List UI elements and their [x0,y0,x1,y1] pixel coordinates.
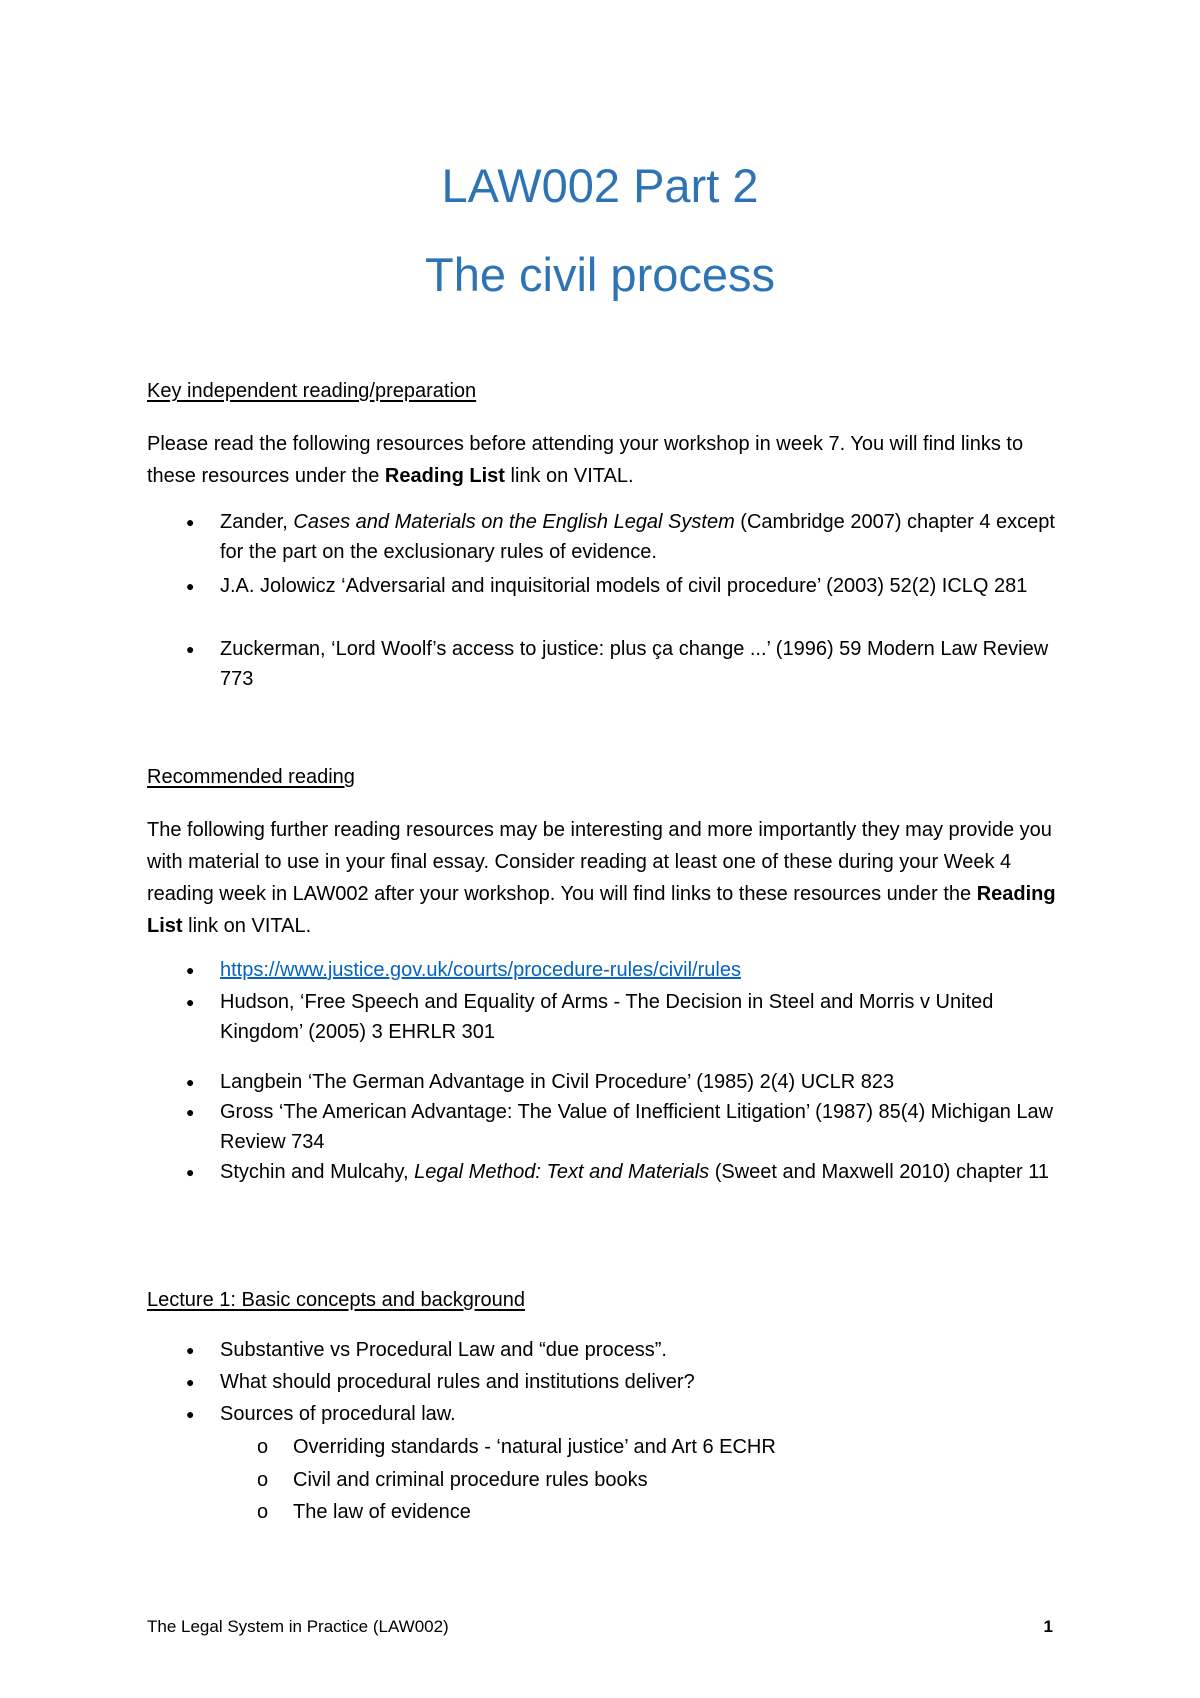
bullet-icon: ● [186,1406,195,1422]
bullet-icon: ● [186,994,195,1010]
page-number: 1 [1043,1617,1053,1636]
bullet-icon: ● [186,962,195,978]
document-page: LAW002 Part 2 The civil process Key independent reading/preparation Please read the following resources before attending your workshop in week 7. You will find links to these resources under the Reading List link on VITAL. ● Zander, Cases and Materials on the English Legal System (Cambridge 2007) chapter 4 except for the part on the exclusionary rules of evidence. ● J.A. Jolowicz ‘Adversarial and inquisitorial models of civil procedure’ (2003) 52(2) ICLQ 281 ● Zuckerman, ‘Lord Woolf’s access to justice: plus ça change ...’ (1996) 59 Modern Law Review 773 Recommended reading The following further reading resources may be interesting and more importantly they may provide you with material to use in your final essay. Consider reading at least one of these during your Week 4 reading week in LAW002 after your workshop. You will find links to these resources under the Reading List link on VITAL. ● https://www.justice.gov.uk/courts/procedure-rules/civil/rules ● Hudson, ‘Free Speech and Equality of Arms - The Decision in Steel and Morris v United Kingdom’ (2005) 3 EHRLR 301 ● Langbein ‘The German Advantage in Civil Procedure’ (1985) 2(4) UCLR 823 ● Gross ‘The American Advantage: The Value of Inefficient Litigation’ (1987) 85(4) Michigan Law Review 734 ● Stychin and Mulcahy, Legal Method: Text and Materials (Sweet and Maxwell 2010) chapter 11 Lecture 1: Basic concepts and background ● Substantive vs Procedural Law and “due process”. ● What should procedural rules and institutions deliver? ● Sources of procedural law. o Overriding standards - ‘natural justice’ and Art 6 ECHR o Civil and criminal procedure rules books o The law of evidence The Legal System in Practice (LAW002) 1 [0,0,1200,1698]
circle-bullet-icon: o [257,1469,269,1491]
bullet-icon: ● [186,1342,195,1358]
bullet-icon: ● [186,1104,195,1120]
bullet-icon: ● [186,578,195,594]
bullet-icon: ● [186,514,195,530]
civil-procedure-rules-link[interactable]: https://www.justice.gov.uk/courts/procedure-rules/civil/rules [220,959,741,981]
document-subtitle: The civil process [425,248,775,301]
circle-bullet-icon: o [257,1436,269,1458]
footer-course-title: The Legal System in Practice (LAW002) [147,1617,449,1636]
bullet-icon: ● [186,1374,195,1390]
bullet-icon: ● [186,1074,195,1090]
lecture-1-heading: Lecture 1: Basic concepts and background [147,1289,526,1311]
key-reading-intro: Please read the following resources before attending your workshop in week 7. You will find links to these resources under the Reading List link on VITAL. [147,433,1024,487]
recommended-reading-heading: Recommended reading [147,766,355,788]
recommended-reading-intro: The following further reading resources may be interesting and more importantly they may provide you with material to use in your final essay. Consider reading at least one of these during your Week 4 reading week in LAW002 after your workshop. You will find links to these resources under the Reading List link on VITAL. [147,819,1056,937]
document-title: LAW002 Part 2 [441,159,759,212]
bullet-icon: ● [186,641,195,657]
key-reading-heading: Key independent reading/preparation [147,380,477,402]
page-footer [147,1617,1053,1637]
bullet-icon: ● [186,1164,195,1180]
circle-bullet-icon: o [257,1501,269,1523]
